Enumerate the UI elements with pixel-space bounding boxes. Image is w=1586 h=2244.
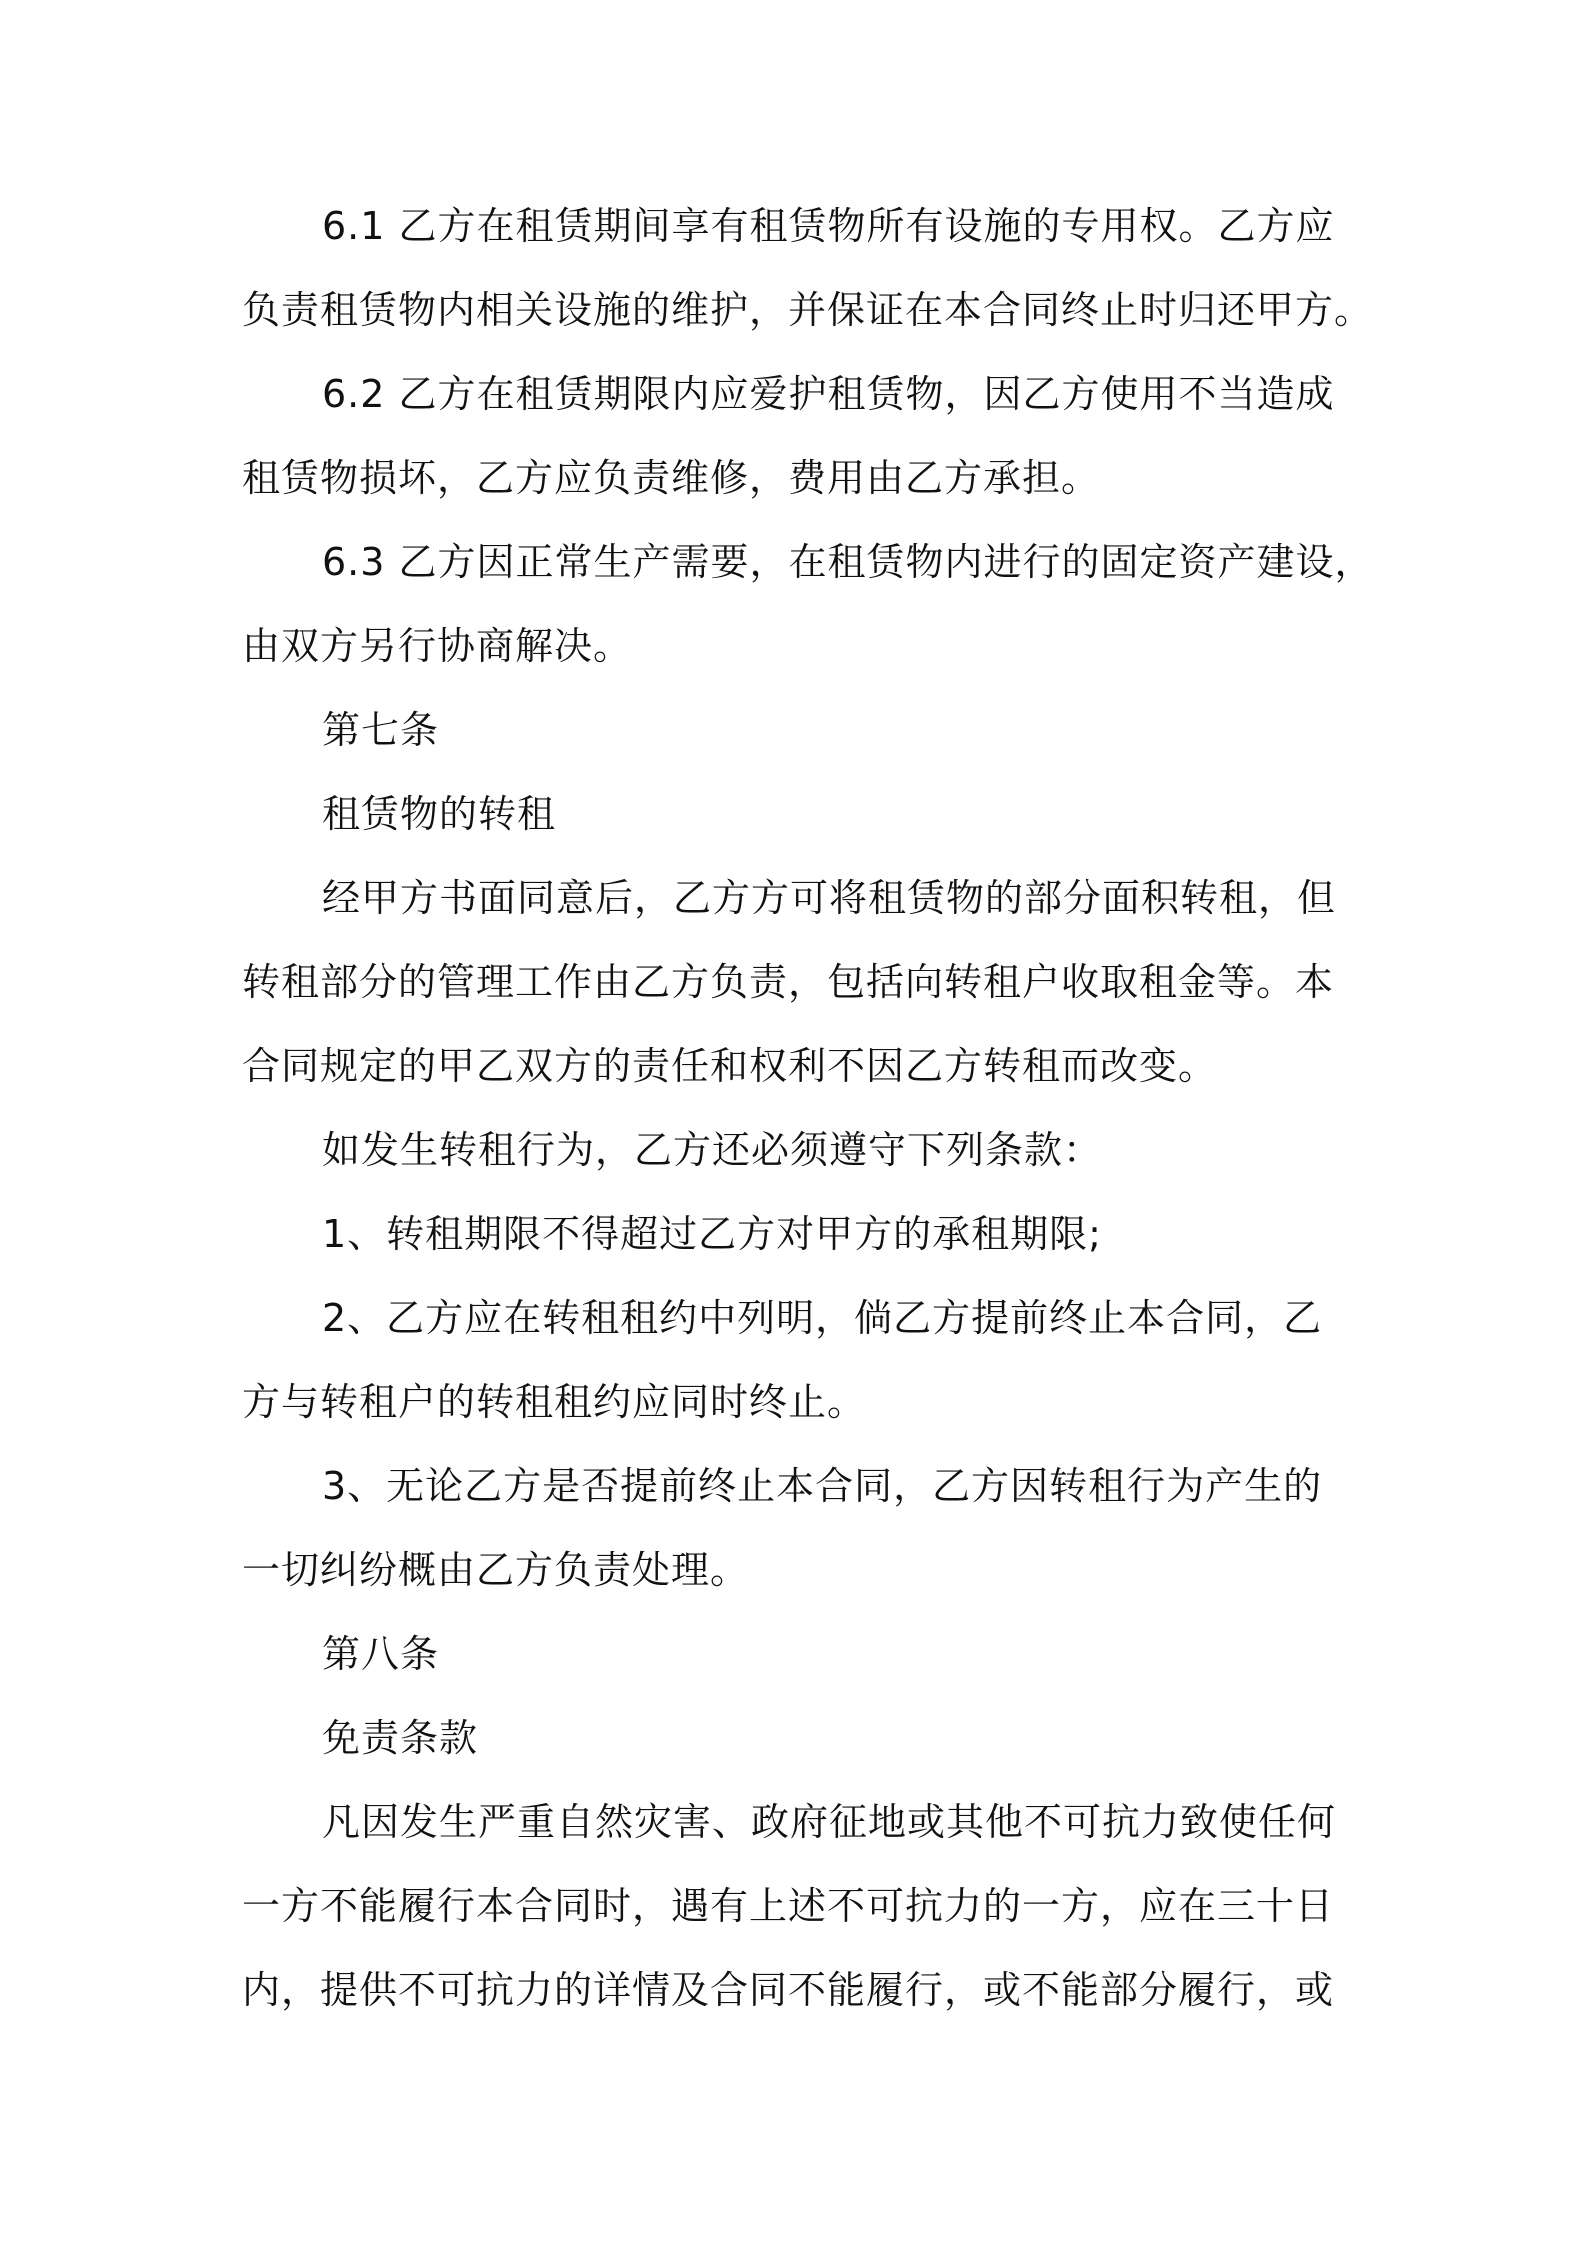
section-title: 租赁物的转租 [322, 792, 557, 836]
text-line: 一方不能履行本合同时，遇有上述不可抗力的一方，应在三十日 [242, 1884, 1335, 1928]
text-line: 一切纠纷概由乙方负责处理。 [242, 1548, 750, 1592]
text-line: 如发生转租行为，乙方还必须遵守下列条款： [322, 1128, 1103, 1172]
text-line: 合同规定的甲乙双方的责任和权利不因乙方转租而改变。 [242, 1044, 1218, 1088]
text-line: 负责租赁物内相关设施的维护，并保证在本合同终止时归还甲方。 [242, 288, 1374, 332]
text-line: 由双方另行协商解决。 [242, 624, 633, 668]
text-line: 方与转租户的转租租约应同时终止。 [242, 1380, 867, 1424]
text-line: 6.1 乙方在租赁期间享有租赁物所有设施的专用权。乙方应 [322, 204, 1335, 248]
text-line: 内，提供不可抗力的详情及合同不能履行，或不能部分履行，或 [242, 1968, 1335, 2012]
text-line: 6.2 乙方在租赁期限内应爱护租赁物，因乙方使用不当造成 [322, 372, 1335, 416]
text-line: 凡因发生严重自然灾害、政府征地或其他不可抗力致使任何 [322, 1800, 1337, 1844]
text-line: 租赁物损坏，乙方应负责维修，费用由乙方承担。 [242, 456, 1101, 500]
text-line: 转租部分的管理工作由乙方负责，包括向转租户收取租金等。本 [242, 960, 1335, 1004]
text-line: 6.3 乙方因正常生产需要，在租赁物内进行的固定资产建设， [322, 540, 1374, 584]
text-line: 2、乙方应在转租租约中列明，倘乙方提前终止本合同，乙 [322, 1296, 1323, 1340]
text-line: 经甲方书面同意后，乙方方可将租赁物的部分面积转租，但 [322, 876, 1337, 920]
section-title: 免责条款 [322, 1716, 479, 1760]
text-line: 1、转租期限不得超过乙方对甲方的承租期限; [322, 1212, 1102, 1256]
section-heading: 第七条 [322, 708, 440, 752]
section-heading: 第八条 [322, 1632, 440, 1676]
text-line: 3、无论乙方是否提前终止本合同，乙方因转租行为产生的 [322, 1464, 1323, 1508]
